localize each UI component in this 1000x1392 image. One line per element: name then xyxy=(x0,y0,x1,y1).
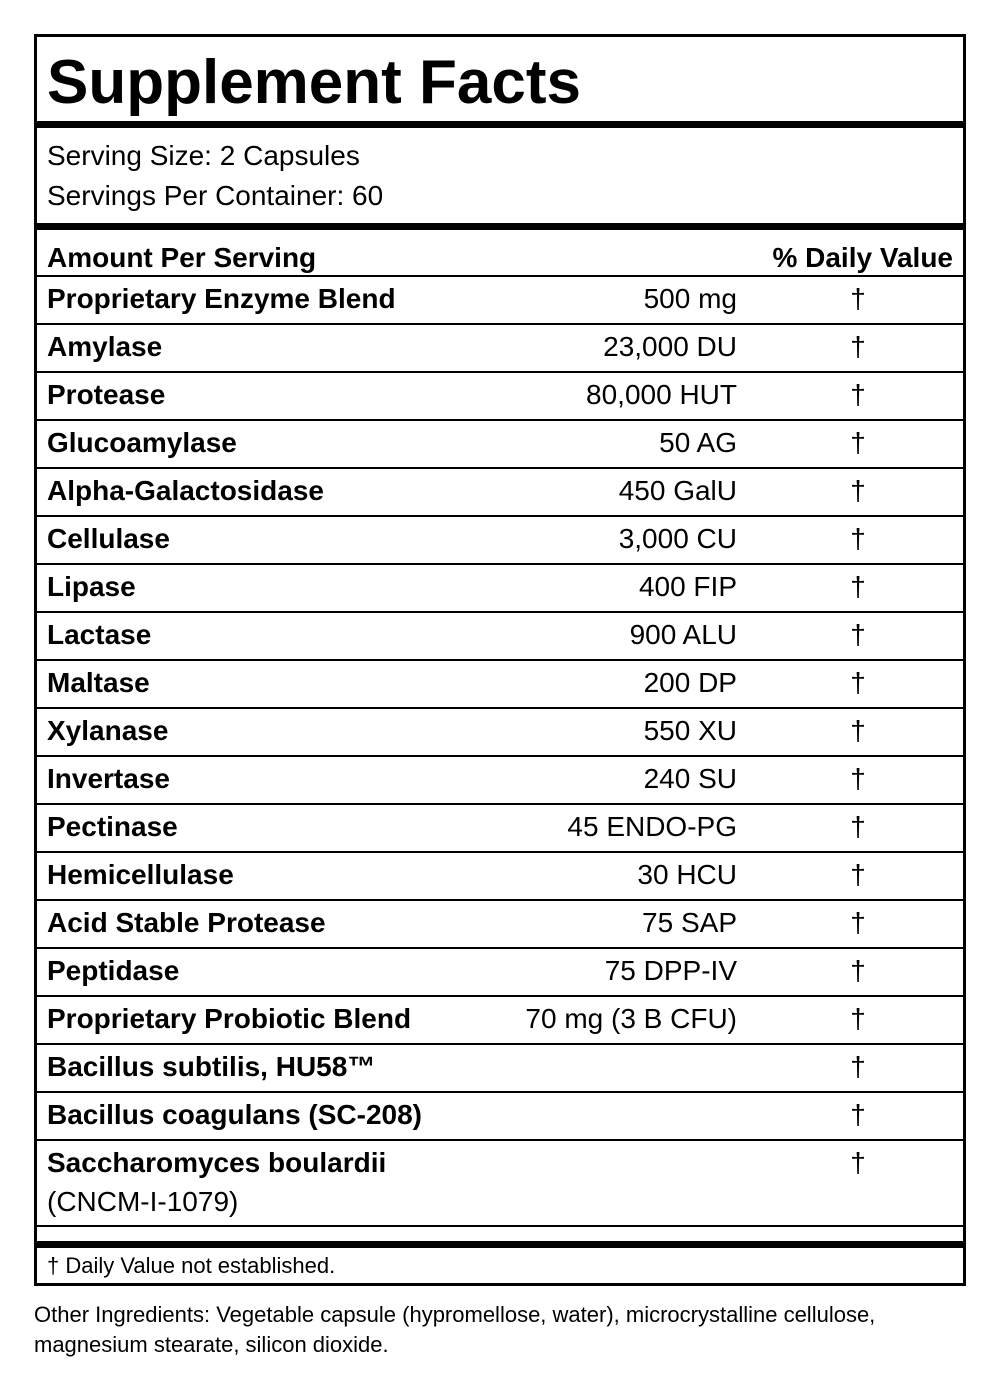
ingredient-name: Bacillus subtilis, HU58™ xyxy=(47,1051,376,1082)
daily-value-symbol: † xyxy=(850,1003,866,1034)
table-row xyxy=(37,947,963,995)
ingredient-amount: 3,000 CU xyxy=(618,523,737,554)
ingredient-amount: 900 ALU xyxy=(629,619,737,650)
ingredient-amount: 45 ENDO-PG xyxy=(567,811,737,842)
daily-value-symbol: † xyxy=(850,475,866,506)
footnote: † Daily Value not established. xyxy=(47,1253,336,1278)
ingredient-name: Lactase xyxy=(47,619,152,650)
ingredient-name: Lipase xyxy=(47,571,136,602)
supplement-facts-panel xyxy=(34,34,966,1286)
ingredient-amount: 200 DP xyxy=(643,667,737,698)
ingredient-amount: 75 SAP xyxy=(642,907,737,938)
ingredient-amount: 500 mg xyxy=(643,283,737,314)
ingredient-name: Saccharomyces boulardii xyxy=(47,1147,387,1178)
table-row xyxy=(37,755,963,803)
ingredient-name: Cellulase xyxy=(47,523,170,554)
ingredient-amount: 450 GalU xyxy=(618,475,737,506)
daily-value-symbol: † xyxy=(850,667,866,698)
ingredient-name: Alpha-Galactosidase xyxy=(47,475,324,506)
table-row xyxy=(37,1091,963,1139)
daily-value-symbol: † xyxy=(850,955,866,986)
daily-value-symbol: † xyxy=(850,427,866,458)
ingredient-amount: 23,000 DU xyxy=(603,331,737,362)
ingredient-amount: 550 XU xyxy=(643,715,737,746)
ingredient-amount: 240 SU xyxy=(643,763,737,794)
other-ingredients: Other Ingredients: Vegetable capsule (hypromellose, water), microcrystalline cellulose, magnesium stearate, silicon dioxide. xyxy=(34,1302,876,1357)
table-row xyxy=(37,995,963,1043)
ingredient-name: Proprietary Probiotic Blend xyxy=(47,1003,412,1034)
ingredient-amount: 80,000 HUT xyxy=(586,379,737,410)
amount-per-serving-header: Amount Per Serving xyxy=(47,242,317,273)
daily-value-symbol: † xyxy=(850,283,866,314)
table-row xyxy=(37,707,963,755)
ingredient-name: Pectinase xyxy=(47,811,178,842)
daily-value-symbol: † xyxy=(850,811,866,842)
daily-value-symbol: † xyxy=(850,1099,866,1130)
panel-title: Supplement Facts xyxy=(47,48,581,117)
ingredient-amount: 75 DPP-IV xyxy=(604,955,737,986)
ingredient-name: Proprietary Enzyme Blend xyxy=(47,283,396,314)
daily-value-symbol: † xyxy=(850,619,866,650)
daily-value-symbol: † xyxy=(850,331,866,362)
table-row xyxy=(37,275,963,323)
table-end-rule xyxy=(37,1225,963,1227)
daily-value-symbol: † xyxy=(850,763,866,794)
ingredient-amount: 400 FIP xyxy=(638,571,737,602)
ingredient-name: Xylanase xyxy=(47,715,169,746)
title-divider xyxy=(37,121,963,128)
ingredient-amount: 30 HCU xyxy=(637,859,737,890)
servings-per-container: Servings Per Container: 60 xyxy=(47,180,384,211)
footer-divider xyxy=(37,1241,963,1248)
table-header xyxy=(37,237,963,277)
table-row xyxy=(37,1139,963,1227)
table-row xyxy=(37,323,963,371)
table-row xyxy=(37,803,963,851)
daily-value-header: % Daily Value xyxy=(772,242,953,273)
daily-value-symbol: † xyxy=(850,1051,866,1082)
serving-divider xyxy=(37,223,963,230)
table-row xyxy=(37,899,963,947)
daily-value-symbol: † xyxy=(850,859,866,890)
ingredient-name: Bacillus coagulans (SC-208) xyxy=(47,1099,423,1130)
daily-value-symbol: † xyxy=(850,907,866,938)
daily-value-symbol: † xyxy=(850,379,866,410)
table-row xyxy=(37,515,963,563)
table-row xyxy=(37,419,963,467)
serving-size: Serving Size: 2 Capsules xyxy=(47,140,360,171)
daily-value-symbol: † xyxy=(850,523,866,554)
table-row xyxy=(37,851,963,899)
ingredient-name: Invertase xyxy=(47,763,170,794)
table-row xyxy=(37,611,963,659)
ingredient-name: Maltase xyxy=(47,667,150,698)
table-row xyxy=(37,659,963,707)
ingredient-name: Hemicellulase xyxy=(47,859,234,890)
ingredient-amount: 70 mg (3 B CFU) xyxy=(525,1003,737,1034)
table-row xyxy=(37,563,963,611)
table-row xyxy=(37,1043,963,1091)
ingredient-name: Protease xyxy=(47,379,166,410)
table-row xyxy=(37,371,963,419)
ingredient-name: Amylase xyxy=(47,331,163,362)
daily-value-symbol: † xyxy=(850,715,866,746)
daily-value-symbol: † xyxy=(850,571,866,602)
table-row xyxy=(37,467,963,515)
ingredient-name: Glucoamylase xyxy=(47,427,237,458)
ingredient-amount: 50 AG xyxy=(659,427,737,458)
daily-value-symbol: † xyxy=(850,1147,866,1178)
ingredient-strain: (CNCM-I-1079) xyxy=(47,1186,239,1217)
ingredient-name: Acid Stable Protease xyxy=(47,907,326,938)
ingredient-name: Peptidase xyxy=(47,955,180,986)
